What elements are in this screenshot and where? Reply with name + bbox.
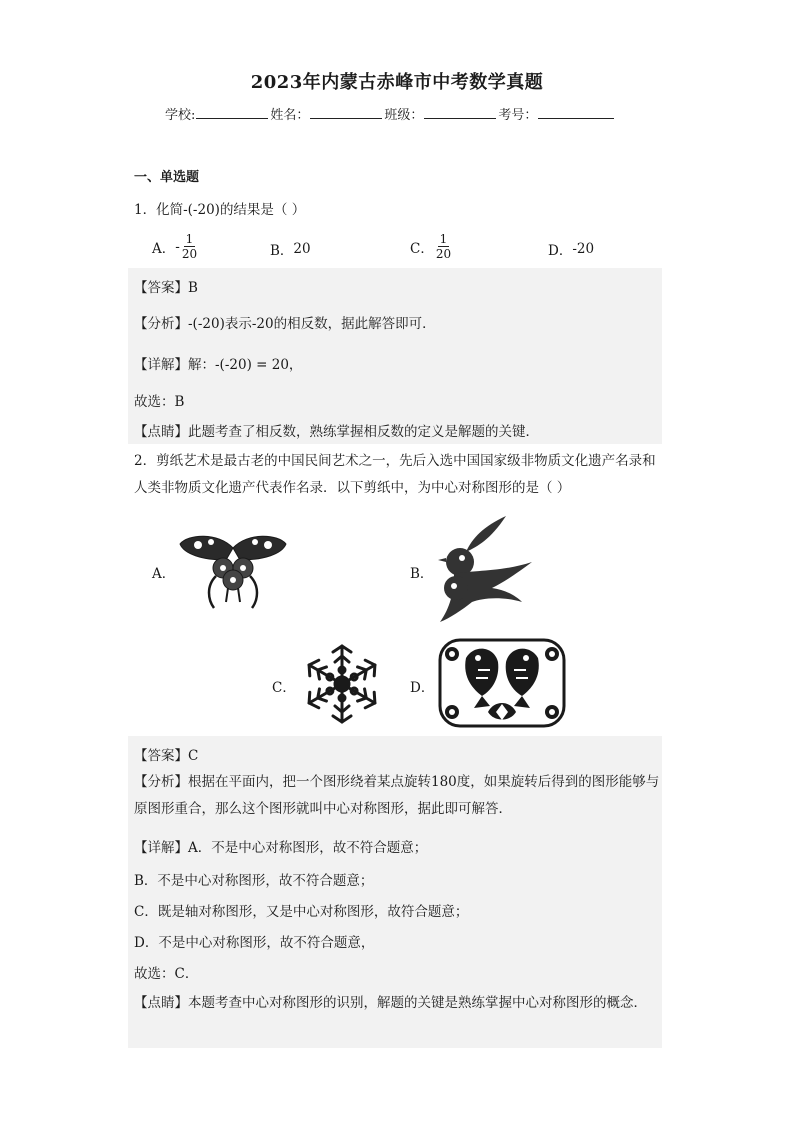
- q1-analysis: [134, 312, 436, 332]
- q1-stem-prefix: 1．化简: [134, 202, 184, 218]
- q1-detail: [134, 353, 302, 373]
- q2-detail-c: C．既是轴对称图形，又是中心对称图形，故符合题意；: [134, 904, 469, 920]
- q2-analysis: 【分析】根据在平面内，把一个图形绕着某点旋转180度，如果旋转后得到的图形能够与原图形重合，那么这个图形就叫中心对称图形，据此即可解答．: [134, 774, 660, 817]
- q1-option-c-label: C．: [410, 240, 434, 257]
- q2-choice: 故选：C．: [134, 966, 199, 982]
- q2-option-c-label[interactable]: C．: [272, 680, 296, 696]
- q1-analysis-text: 表示-20的相反数，据此解答即可．: [224, 316, 436, 332]
- q1-detail-expr: -(-20) = 20: [215, 357, 289, 373]
- school-label: 学校:: [165, 108, 196, 123]
- q2-detail-a: 【详解】A．不是中心对称图形，故不符合题意；: [134, 840, 428, 856]
- school-field[interactable]: [196, 106, 268, 119]
- exam-no-label: 考号：: [498, 108, 538, 123]
- q1-option-b-value: 20: [293, 241, 311, 257]
- q1-option-d[interactable]: [548, 239, 594, 259]
- q1-detail-text: 解：: [188, 357, 215, 373]
- q1-option-a-sign: -: [175, 238, 180, 255]
- page-title: 2023年内蒙古赤峰市中考数学真题: [250, 72, 544, 93]
- q2-option-d-label[interactable]: D．: [410, 680, 435, 696]
- fish-papercut-icon[interactable]: [438, 638, 566, 728]
- q2-answer: 【答案】C: [134, 748, 199, 764]
- q2-detail-d: D．不是中心对称图形，故不符合题意，: [134, 935, 375, 951]
- q1-option-a-fraction: [182, 232, 197, 261]
- q2-option-b-label[interactable]: B．: [410, 566, 434, 582]
- q1-option-c[interactable]: [410, 232, 451, 261]
- q1-option-b[interactable]: [270, 239, 311, 259]
- q1-stem-suffix: 的结果是（ ）: [219, 202, 306, 218]
- class-field[interactable]: [424, 106, 496, 119]
- q1-option-a-numerator: 1: [185, 232, 194, 246]
- q1-option-b-label: B．: [270, 243, 294, 259]
- q2-option-a-label[interactable]: A．: [152, 566, 176, 582]
- section-heading: 一、单选题: [134, 170, 200, 185]
- q1-option-d-label: D．: [548, 243, 573, 259]
- q2-stem: 2．剪纸艺术是最古老的中国民间艺术之一，先后入选中国国家级非物质文化遗产名录和人类非物质文化遗产代表作名录．以下剪纸中，为中心对称图形的是（ ）: [134, 453, 656, 496]
- q1-answer: 【答案】B: [134, 280, 198, 296]
- snowflake-papercut-icon[interactable]: [300, 642, 384, 726]
- q1-choice: 故选：B: [134, 394, 185, 410]
- student-info: [165, 104, 616, 123]
- exam-no-field[interactable]: [538, 106, 614, 119]
- q1-stem-expr: -(-20): [183, 202, 220, 218]
- name-field[interactable]: [310, 106, 382, 119]
- q1-detail-tail: ，: [288, 357, 303, 373]
- name-label: 姓名：: [270, 108, 310, 123]
- q1-option-a-denominator: 20: [181, 247, 198, 261]
- butterfly-papercut-icon[interactable]: [178, 530, 288, 610]
- q1-comment: 【点睛】此题考查了相反数，熟练掌握相反数的定义是解题的关键．: [134, 424, 539, 440]
- q1-detail-label: 【详解】: [134, 357, 188, 373]
- q1-option-a-label: A．: [152, 240, 176, 257]
- q1-option-d-value: -20: [572, 241, 595, 257]
- q1-stem: [134, 198, 305, 218]
- q1-option-c-fraction: [436, 232, 451, 261]
- q2-comment: 【点睛】本题考查中心对称图形的识别，解题的关键是熟练掌握中心对称图形的概念．: [134, 995, 647, 1011]
- q1-option-c-numerator: 1: [439, 232, 448, 246]
- swallow-papercut-icon[interactable]: [432, 516, 532, 622]
- q1-option-c-denominator: 20: [435, 247, 452, 261]
- q1-analysis-label: 【分析】: [134, 316, 188, 332]
- q1-analysis-expr: -(-20): [188, 316, 225, 332]
- q1-option-a[interactable]: [152, 232, 197, 261]
- class-label: 班级：: [384, 108, 424, 123]
- q2-detail-b: B．不是中心对称图形，故不符合题意；: [134, 873, 374, 889]
